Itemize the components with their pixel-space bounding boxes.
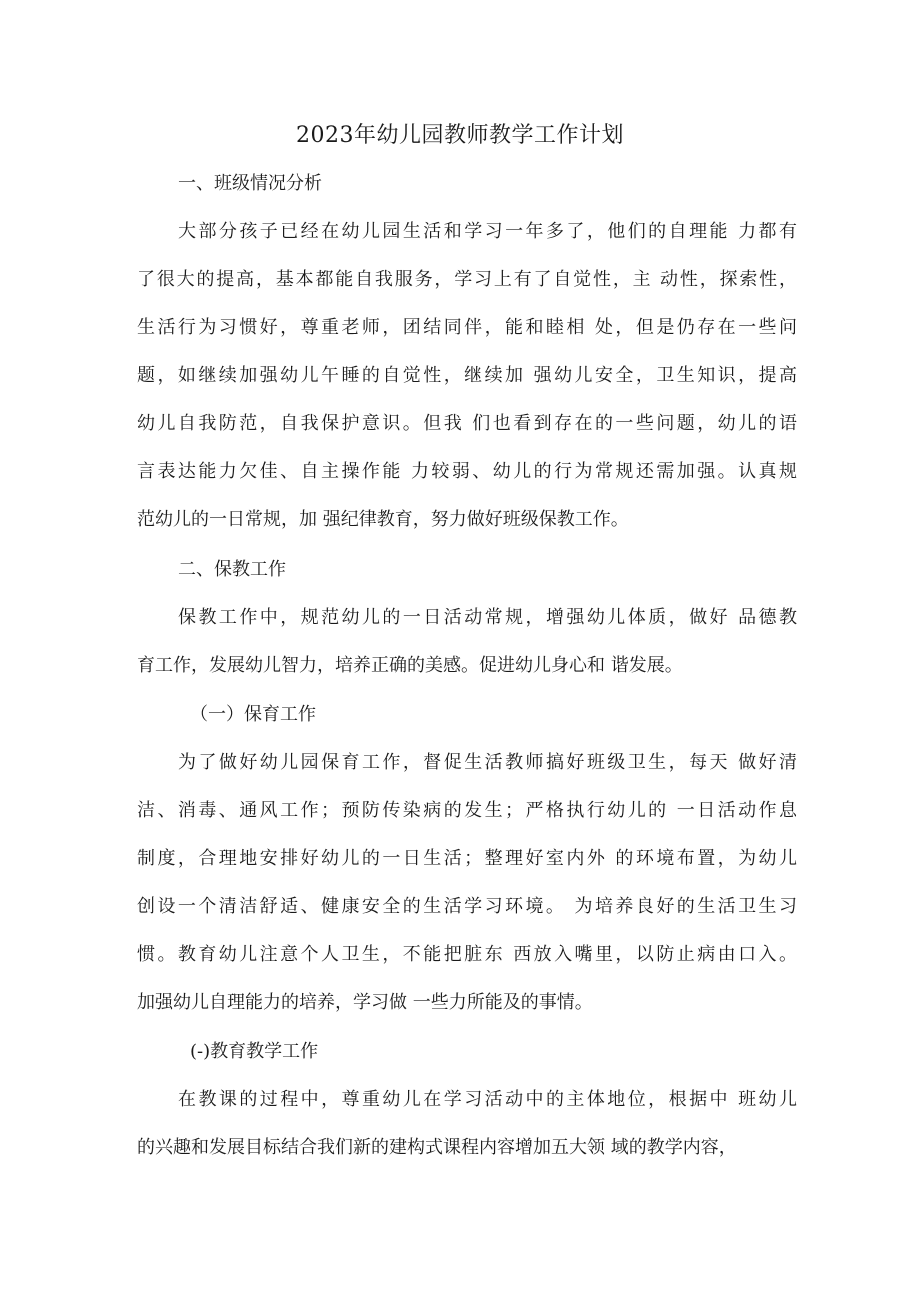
document-title: 2023年幼儿园教师教学工作计划 xyxy=(296,123,624,148)
paragraph-line: 洁、消毒、通风工作；预防传染病的发生；严格执行幼儿的 一日活动作息 xyxy=(137,800,797,821)
paragraph-line: 制度，合理地安排好幼儿的一日生活；整理好室内外 的环境布置，为幼儿 xyxy=(137,848,797,869)
paragraph-line: 育工作，发展幼儿智力，培养正确的美感。促进幼儿身心和 谐发展。 xyxy=(137,655,683,676)
paragraph-line: 保教工作中，规范幼儿的一日活动常规，增强幼儿体质，做好 品德教 xyxy=(178,607,797,628)
section-heading-class-analysis: 一、班级情况分析 xyxy=(178,173,322,194)
section-heading-care-education: 二、保教工作 xyxy=(178,559,286,580)
subsection-heading-childcare: （一）保育工作 xyxy=(190,704,316,725)
paragraph-line: 了很大的提高，基本都能自我服务，学习上有了自觉性，主 动性，探索性， xyxy=(137,269,797,290)
paragraph-line: 为了做好幼儿园保育工作，督促生活教师搞好班级卫生，每天 做好清 xyxy=(178,752,797,773)
subsection-heading-teaching: (-)教育教学工作 xyxy=(190,1041,319,1062)
paragraph-line: 的兴趣和发展目标结合我们新的建构式课程内容增加五大领 域的教学内容， xyxy=(137,1137,737,1158)
paragraph-line: 加强幼儿自理能力的培养，学习做 一些力所能及的事情。 xyxy=(137,992,593,1013)
paragraph-line: 幼儿自我防范，自我保护意识。但我 们也看到存在的一些问题，幼儿的语 xyxy=(137,413,797,434)
paragraph-line: 大部分孩子已经在幼儿园生活和学习一年多了，他们的自理能 力都有 xyxy=(178,221,797,242)
paragraph-line: 言表达能力欠佳、自主操作能 力较弱、幼儿的行为常规还需加强。认真规 xyxy=(137,461,797,482)
paragraph-line: 题，如继续加强幼儿午睡的自觉性，继续加 强幼儿安全，卫生知识，提高 xyxy=(137,365,797,386)
paragraph-line: 在教课的过程中，尊重幼儿在学习活动中的主体地位，根据中 班幼儿 xyxy=(178,1089,797,1110)
paragraph-line: 范幼儿的一日常规，加 强纪律教育，努力做好班级保教工作。 xyxy=(137,509,629,530)
paragraph-line: 创设一个清洁舒适、健康安全的生活学习环境。 为培养良好的生活卫生习 xyxy=(137,896,797,917)
paragraph-line: 生活行为习惯好，尊重老师，团结同伴，能和睦相 处，但是仍存在一些问 xyxy=(137,317,797,338)
paragraph-line: 惯。教育幼儿注意个人卫生，不能把脏东 西放入嘴里，以防止病由口入。 xyxy=(137,944,797,965)
